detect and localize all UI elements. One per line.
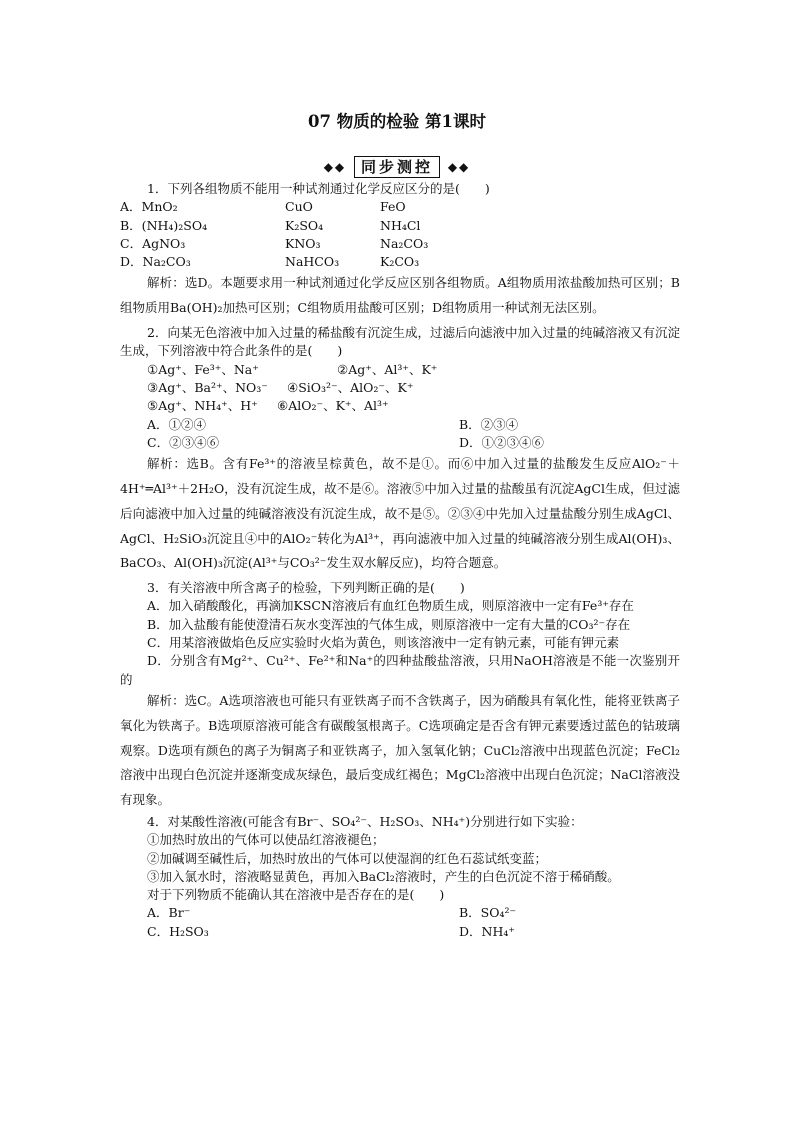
- q4-options-row-2: [120, 923, 680, 941]
- q1-d-3: K₂CO₃: [380, 254, 420, 270]
- q1-b-3: NH₄Cl: [380, 217, 421, 233]
- q2-set-4: ④SiO₃²⁻、AlO₂⁻、K⁺: [287, 379, 414, 395]
- q1-a-1: A．MnO₂: [120, 199, 178, 215]
- q4-step-3: ③加入氯水时，溶液略显黄色，再加入BaCl₂溶液时，产生的白色沉淀不溶于稀硝酸。: [147, 868, 620, 884]
- q2-options-row-1: [120, 416, 680, 434]
- q1-explanation: 解析：选D。本题要求用一种试剂通过化学反应区别各组物质。A组物质用浓盐酸加热可区别；B组物质用Ba(OH)₂加热可区别；C组物质用盐酸可区别；D组物质用一种试剂无法区别。: [120, 275, 680, 316]
- q1-c-2: KNO₃: [285, 235, 321, 251]
- q1-b-1: B．(NH₄)₂SO₄: [120, 217, 208, 233]
- q1-b-2: K₂SO₄: [285, 217, 324, 233]
- q2-set-6: ⑥AlO₂⁻、K⁺、Al³⁺: [277, 398, 389, 414]
- q2-explanation: 解析：选B。含有Fe³⁺的溶液呈棕黄色，故不是①。而⑥中加入过量的盐酸发生反应AlO₂⁻＋4H⁺═Al³⁺＋2H₂O，没有沉淀生成，故不是⑥。溶液⑤中加入过量的盐酸虽有沉淀AgCl生成，但过滤后向滤液中加入过量的纯碱溶液没有沉淀生成，故不是⑤。②③④中先加入过量盐酸分别生成AgCl、AgCl、H₂SiO₃沉淀且④中的AlO₂⁻转化为Al³⁺，再向滤液中加入过量的纯碱溶液分别生成Al(OH)₃、BaCO₃、Al(OH)₃沉淀(Al³⁺与CO₃²⁻发生双水解反应)，均符合题意。: [120, 456, 680, 571]
- q2-options-row-2: [120, 434, 680, 452]
- section-banner: [0, 156, 794, 178]
- q3-option-b: B．加入盐酸有能使澄清石灰水变浑浊的气体生成，则原溶液中一定有大量的CO₃²⁻存在: [147, 616, 631, 632]
- q4-option-b: B．SO₄²⁻: [459, 905, 517, 921]
- q4-ask: 对于下列物质不能确认其在溶液中是否存在的是( ): [147, 887, 445, 903]
- q1-a-3: FeO: [380, 199, 406, 215]
- q1-c-3: Na₂CO₃: [380, 235, 429, 251]
- q2-set-row-1: [120, 361, 680, 379]
- q4-options-row-1: [120, 904, 680, 922]
- q2-set-3: ③Ag⁺、Ba²⁺、NO₃⁻: [147, 379, 268, 395]
- q3-stem: 3．有关溶液中所含离子的检验，下列判断正确的是( ): [147, 580, 465, 596]
- q3-option-c: C．用某溶液做焰色反应实验时火焰为黄色，则该溶液中一定有钠元素，可能有钾元素: [147, 635, 620, 651]
- q4-stem: 4．对某酸性溶液(可能含有Br⁻、SO₄²⁻、H₂SO₃、NH₄⁺)分别进行如下实验：: [147, 813, 583, 829]
- q1-d-1: D．Na₂CO₃: [120, 254, 191, 270]
- q2-set-2: ②Ag⁺、Al³⁺、K⁺: [337, 361, 438, 377]
- page-title: 07 物质的检验 第1课时: [308, 112, 486, 131]
- q1-a-2: CuO: [285, 199, 313, 215]
- q2-option-c: C．②③④⑥: [147, 434, 220, 450]
- q2-set-row-2: [120, 379, 680, 397]
- q2-option-d: D．①②③④⑥: [459, 434, 545, 450]
- q2-set-5: ⑤Ag⁺、NH₄⁺、H⁺: [147, 398, 258, 414]
- q1-option-c: [120, 235, 680, 253]
- q2-set-row-3: [120, 397, 680, 415]
- q4-step-2: ②加碱调至碱性后，加热时放出的气体可以使湿润的红色石蕊试纸变蓝；: [147, 850, 548, 866]
- q2-set-1: ①Ag⁺、Fe³⁺、Na⁺: [147, 361, 259, 377]
- question-content: [120, 180, 680, 941]
- q4-option-c: C．H₂SO₃: [147, 923, 209, 939]
- banner-label: 同步测控: [354, 156, 440, 178]
- banner-decor-left: ◆◆: [323, 160, 347, 174]
- q4-option-a: A．Br⁻: [147, 905, 191, 921]
- q3-explanation: 解析：选C。A选项溶液也可能只有亚铁离子而不含铁离子，因为硝酸具有氧化性，能将亚铁离子氧化为铁离子。B选项原溶液可能含有碳酸氢根离子。C选项确定是否含有钾元素要透过蓝色的钴玻璃观察。D选项有颜色的离子为铜离子和亚铁离子，加入氢氧化钠；CuCl₂溶液中出现蓝色沉淀；FeCl₂溶液中出现白色沉淀并逐渐变成灰绿色，最后变成红褐色；MgCl₂溶液中出现白色沉淀；NaCl溶液没有现象。: [120, 692, 680, 808]
- q1-option-b: [120, 217, 680, 235]
- q3-option-d: D．分别含有Mg²⁺、Cu²⁺、Fe²⁺和Na⁺的四种盐酸盐溶液，只用NaOH溶液是不能一次鉴别开的: [120, 653, 680, 687]
- q2-option-b: B．②③④: [459, 416, 519, 432]
- q1-option-d: [120, 253, 680, 271]
- q2-option-a: A．①②④: [147, 416, 207, 432]
- q3-option-a: A．加入硝酸酸化，再滴加KSCN溶液后有血红色物质生成，则原溶液中一定有Fe³⁺存在: [147, 598, 634, 614]
- q4-option-d: D．NH₄⁺: [459, 923, 515, 939]
- banner-decor-right: ◆◆: [447, 160, 471, 174]
- q1-stem: 1．下列各组物质不能用一种试剂通过化学反应区分的是( ): [147, 181, 490, 196]
- q4-step-1: ①加热时放出的气体可以使品红溶液褪色；: [147, 832, 385, 848]
- q1-d-2: NaHCO₃: [285, 254, 340, 270]
- q2-stem: 2．向某无色溶液中加入过量的稀盐酸有沉淀生成，过滤后向滤液中加入过量的纯碱溶液又有沉淀生成，下列溶液中符合此条件的是( ): [120, 325, 680, 359]
- q1-c-1: C．AgNO₃: [120, 235, 186, 251]
- q1-option-a: [120, 198, 680, 216]
